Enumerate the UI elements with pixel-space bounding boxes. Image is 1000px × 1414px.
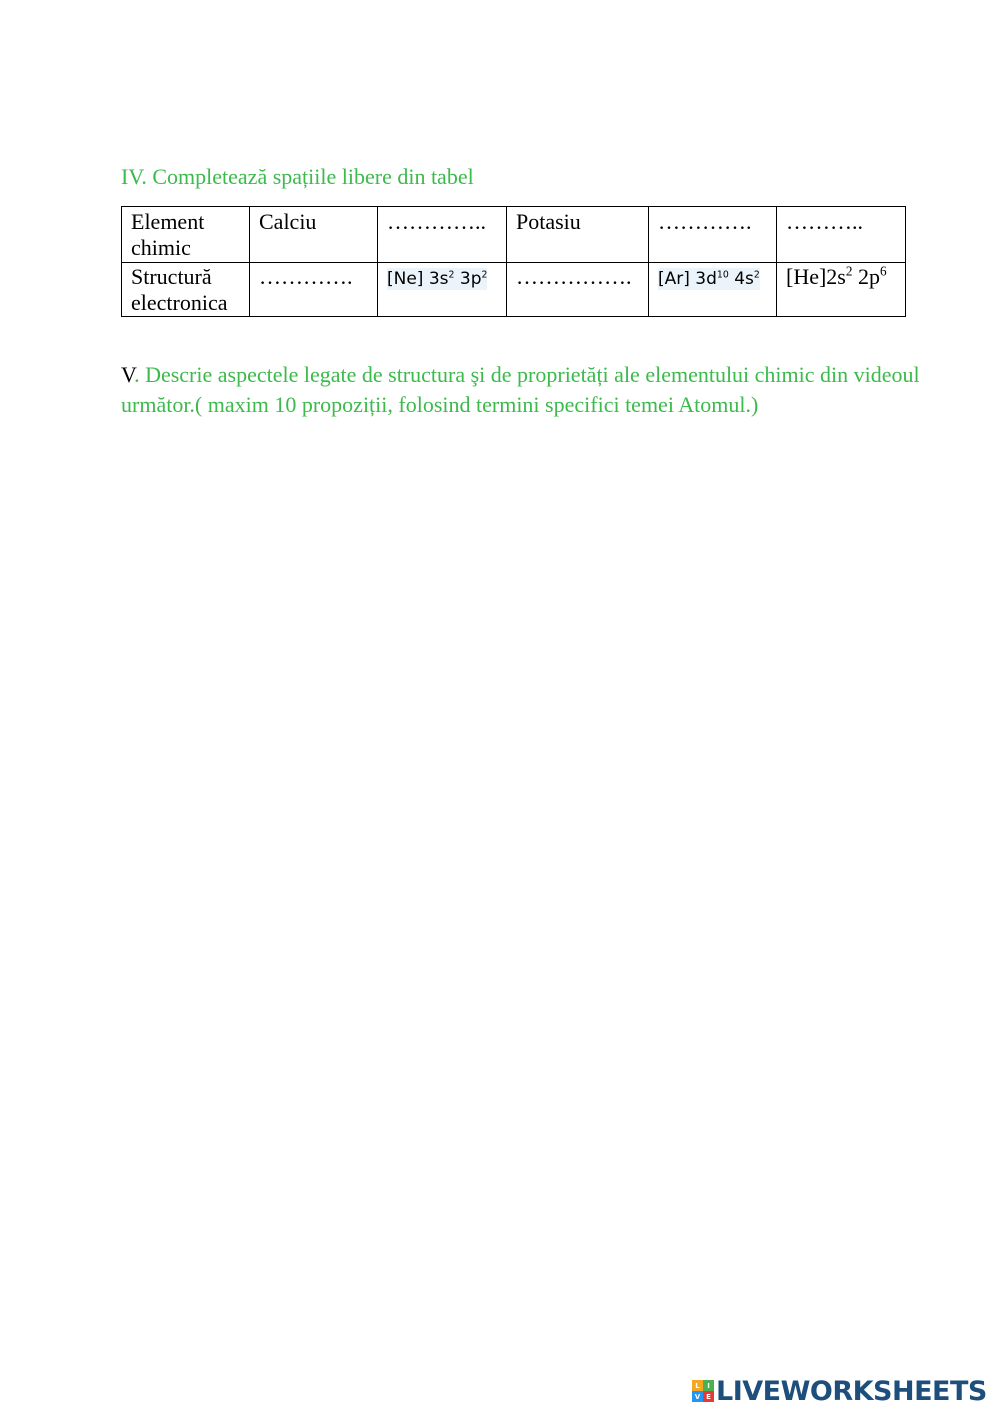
config-he: $[He]2s^2$ $2p^6$ bbox=[786, 263, 887, 289]
element-table bbox=[121, 206, 906, 317]
blank-cell[interactable]: …………. bbox=[649, 207, 777, 263]
table-cell: Potasiu bbox=[507, 207, 649, 263]
blank-cell[interactable]: …………. bbox=[250, 263, 378, 317]
logo-icon: L I V E bbox=[692, 1380, 714, 1402]
config-cell-he bbox=[777, 263, 906, 317]
row-header-element: Element chimic bbox=[122, 207, 250, 263]
row-header-structure: Structură electronica bbox=[122, 263, 250, 317]
blank-cell[interactable]: ………….. bbox=[378, 207, 507, 263]
blank-cell[interactable]: ……………. bbox=[507, 263, 649, 317]
config-ar: [Ar] $3d^{10}$ $4s^2$ bbox=[658, 269, 760, 289]
liveworksheets-logo bbox=[692, 1374, 987, 1408]
config-ne: [Ne] $3s^2$ $3p^2$ bbox=[387, 269, 488, 289]
table-row bbox=[122, 263, 906, 317]
blank-cell[interactable]: ……….. bbox=[777, 207, 906, 263]
config-cell-ar bbox=[649, 263, 777, 317]
config-cell-ne bbox=[378, 263, 507, 317]
section-v-text: V. Descrie aspectele legate de structura şi de proprietăți ale elementului chimic din videoul următor.( maxim 10 propoziții, folosind termini specifici temei Atomul.) bbox=[121, 362, 920, 417]
section-v-label: V bbox=[121, 362, 135, 387]
table-cell: Calciu bbox=[250, 207, 378, 263]
logo-text: LIVEWORKSHEETS bbox=[716, 1375, 987, 1407]
section-iv-heading: IV. Completează spațiile libere din tabel bbox=[121, 164, 474, 189]
table-row bbox=[122, 207, 906, 263]
